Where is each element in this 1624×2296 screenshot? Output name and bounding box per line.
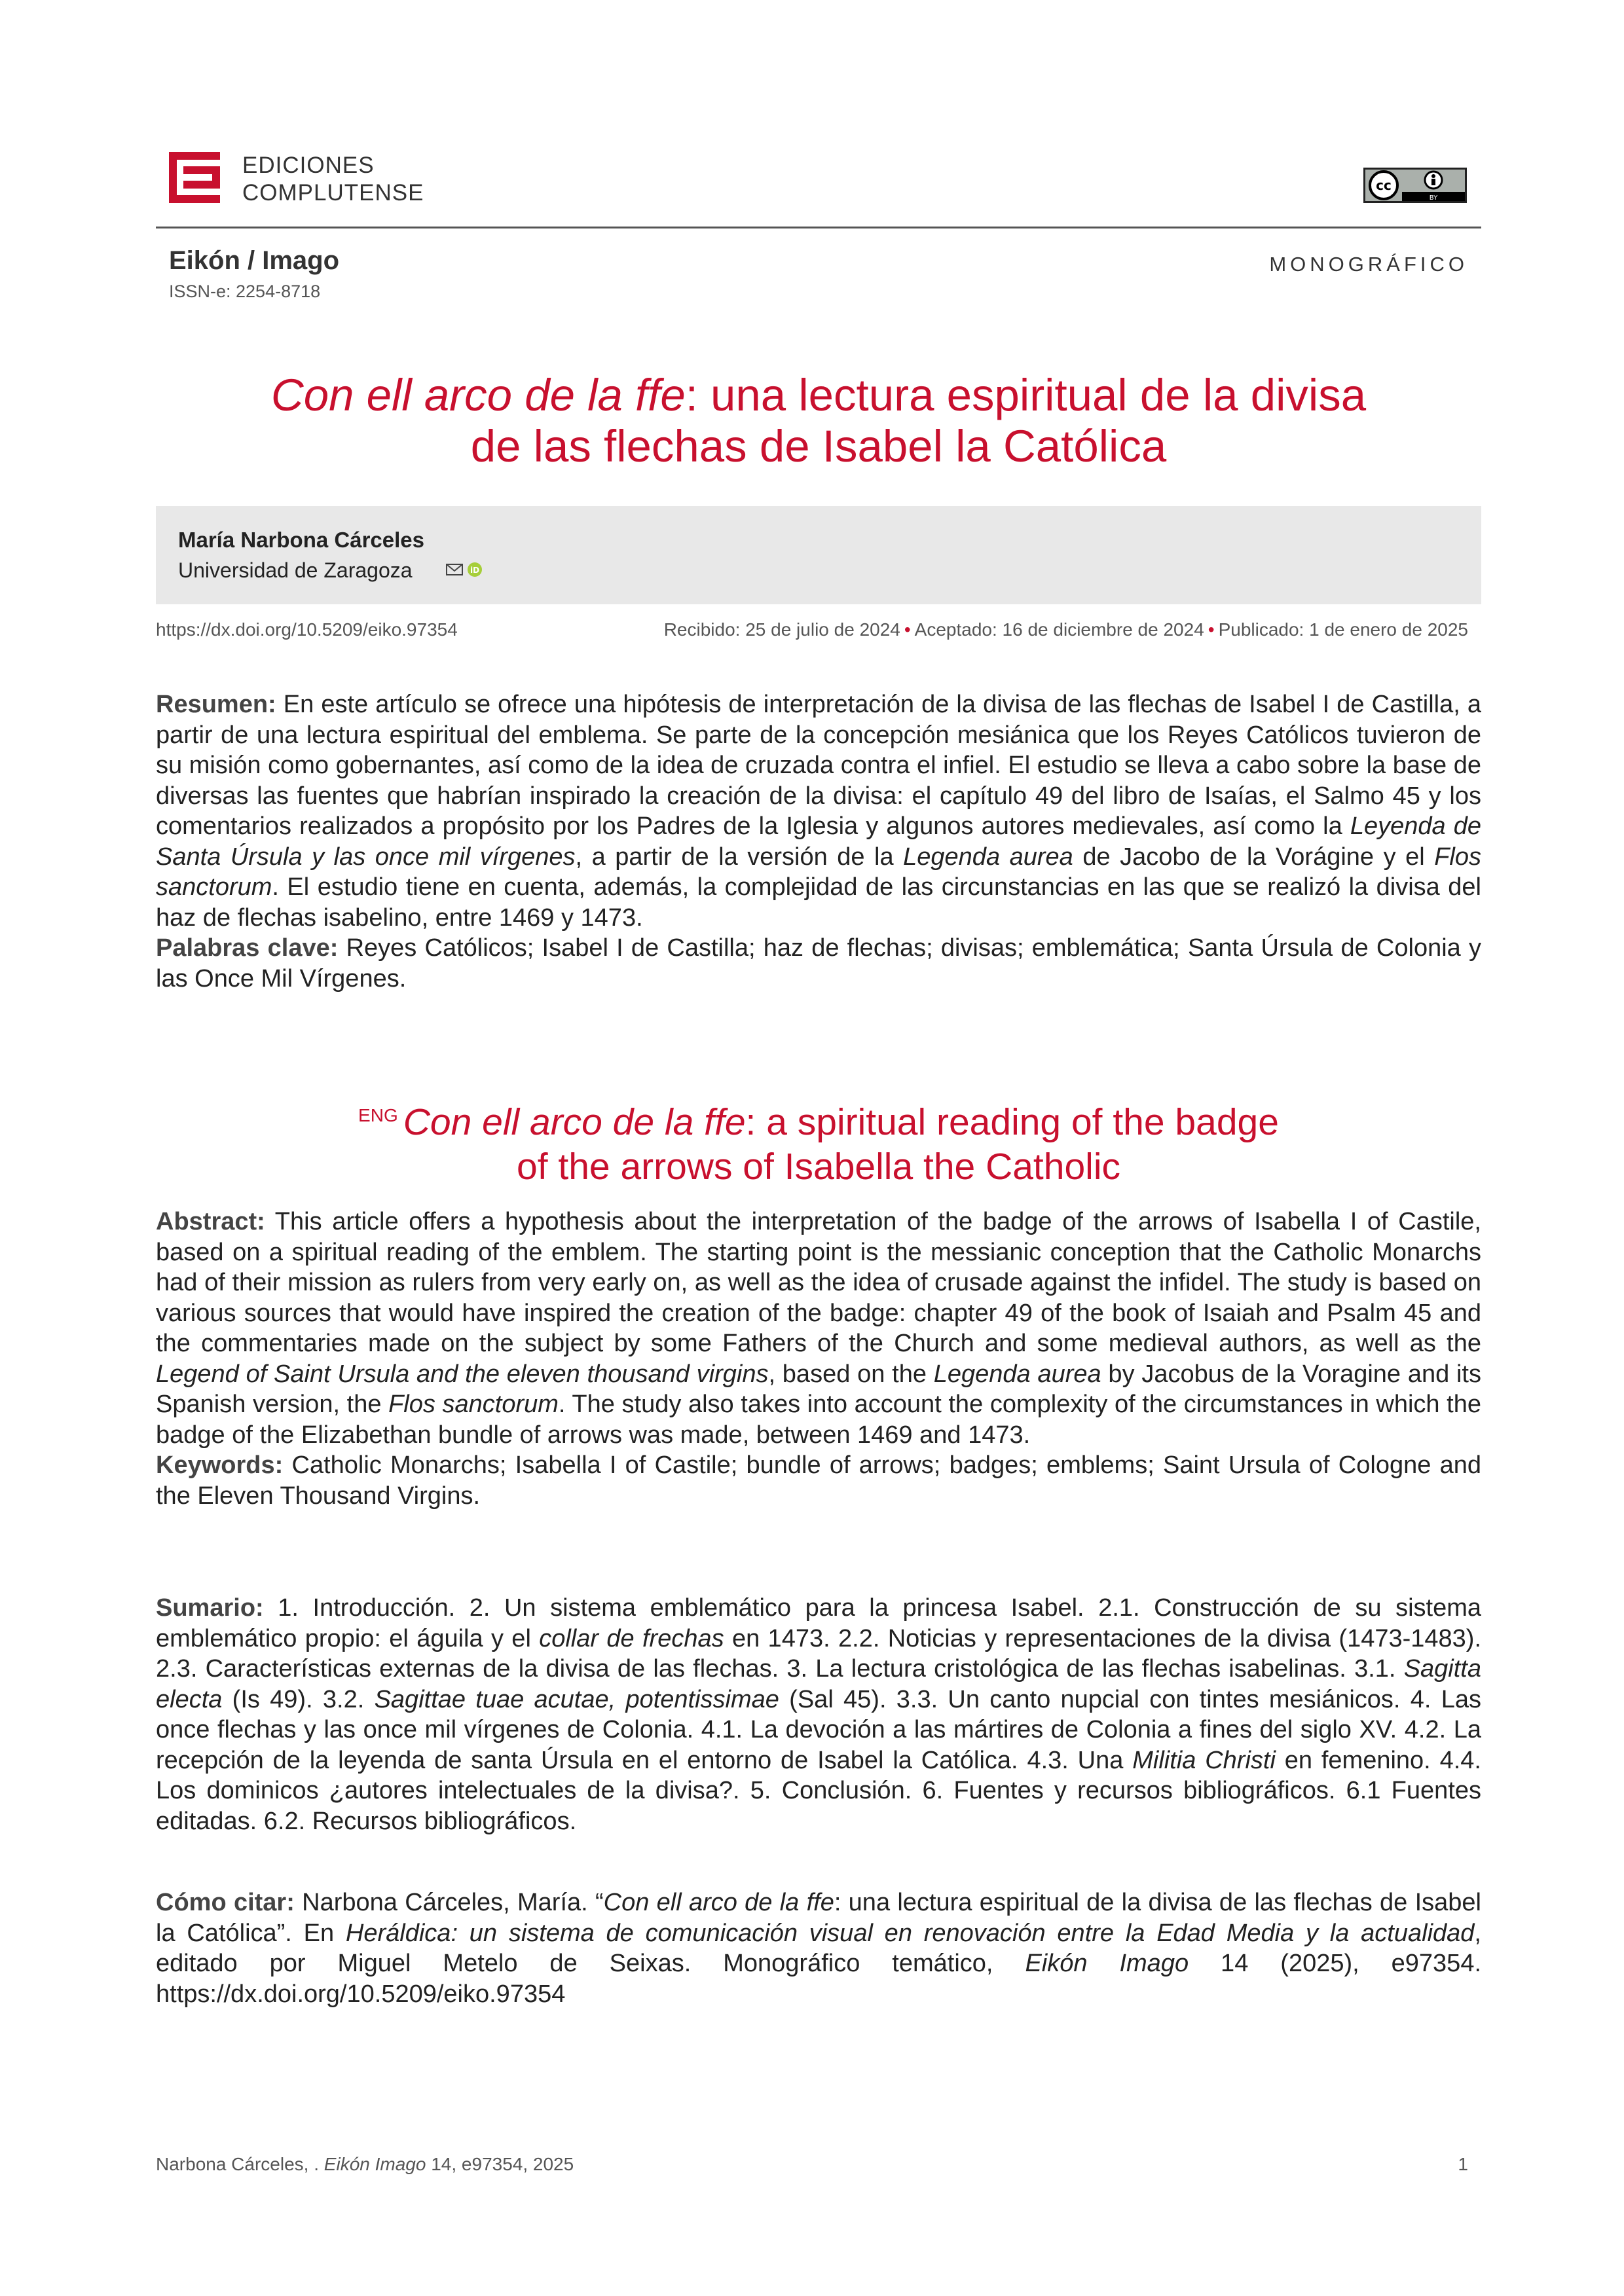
resumen-label: Resumen:: [156, 691, 276, 718]
keywords: Keywords: Catholic Monarchs; Isabella I of Castile; bundle of arrows; badges; emblems; Saint Ursula of Cologne and the Eleven Thousand Virgins.: [156, 1451, 1481, 1510]
publisher-logo-icon: [169, 152, 220, 203]
header-divider: [156, 227, 1481, 228]
journal-name: Eikón / Imago: [169, 246, 340, 275]
resumen-paragraph: Resumen: En este artículo se ofrece una hipótesis de interpretación de la divisa de las flechas de Isabel I de Castilla, a partir de una lectura espiritual del emblema. Se parte de la concepción mesiánica que los Reyes Católicos tuvieron de su misión como gobernantes, así como de la idea de cruzada contra el infiel. El estudio se lleva a cabo sobre la base de diversas las fuentes que habrían inspirado la creación de la divisa: el capítulo 49 del libro de Isaías, el Salmo 45 y los comentarios realizados a propósito por los Padres de la Iglesia y algunos autores medievales, así como la Leyenda de Santa Úrsula y las once mil vírgenes, a partir de la versión de la Legenda aurea de Jacobo de la Vorágine y el Flos sanctorum. El estudio tiene en cuenta, además, la complejidad de las circunstancias en las que se realizó la divisa del haz de flechas isabelino, entre 1469 y 1473. Palabras clave: Reyes Católicos; Isabel I de Castilla; haz de flechas; divisas; emblemática; Santa Úrsula de Colonia y las Once Mil Vírgenes.: [156, 689, 1481, 994]
author-name: María Narbona Cárceles: [178, 528, 425, 552]
bullet-icon: •: [904, 619, 911, 640]
page-number: 1: [1458, 2154, 1468, 2174]
doi-link[interactable]: https://dx.doi.org/10.5209/eiko.97354: [156, 619, 458, 640]
how-to-cite-label: Cómo citar:: [156, 1889, 295, 1916]
palabras-clave: Palabras clave: Reyes Católicos; Isabel I de Castilla; haz de flechas; divisas; emblemática; Santa Úrsula de Colonia y las Once Mil Vírgenes.: [156, 934, 1481, 993]
article-dates: [664, 619, 1468, 640]
section-label: MONOGRÁFICO: [1269, 253, 1468, 276]
title-es-italic: Con ell arco de la ffe: [270, 370, 686, 420]
how-to-cite-paragraph: Cómo citar: Narbona Cárceles, María. “Con ell arco de la ffe: una lectura espiritual de la divisa de las flechas de Isabel la Católica”. En Heráldica: un sistema de comunicación visual en renovación entre la Edad Media y la actualidad, editado por Miguel Metelo de Seixas. Monográfico temático, Eikón Imago 14 (2025), e97354. https://dx.doi.org/10.5209/eiko.97354: [156, 1889, 1482, 2008]
palabras-clave-label: Palabras clave:: [156, 934, 339, 962]
title-en-line2: of the arrows of Isabella the Catholic: [517, 1146, 1120, 1188]
bullet-icon: •: [1208, 619, 1215, 640]
footer-citation: Narbona Cárceles, . Eikón Imago 14, e97354, 2025: [156, 2154, 574, 2174]
title-es-line2: de las flechas de Isabel la Católica: [470, 421, 1167, 471]
abstract-label: Abstract:: [156, 1208, 265, 1235]
sumario-label: Sumario:: [156, 1594, 264, 1622]
keywords-label: Keywords:: [156, 1451, 284, 1479]
abstract-paragraph: Abstract: This article offers a hypothesis about the interpretation of the badge of the arrows of Isabella I of Castile, based on a spiritual reading of the emblem. The starting point is the messianic conception that the Catholic Monarchs had of their mission as rulers from very early on, as well as the idea of crusade against the infidel. The study is based on various sources that would have inspired the creation of the badge: chapter 49 of the book of Isaiah and Psalm 45 and the commentaries made on the subject by some Fathers of the Church and some medieval authors, as well as the Legend of Saint Ursula and the eleven thousand virgins, based on the Legenda aurea by Jacobus de la Voragine and its Spanish version, the Flos sanctorum. The study also takes into account the complexity of the circumstances in which the badge of the Elizabethan bundle of arrows was made, between 1469 and 1473. Keywords: Catholic Monarchs; Isabella I of Castile; bundle of arrows; badges; emblems; Saint Ursula of Cologne and the Eleven Thousand Virgins.: [156, 1207, 1481, 1511]
title-en-italic: Con ell arco de la ffe: [403, 1101, 746, 1143]
publisher-name: [242, 152, 424, 207]
cc-by-license-badge[interactable]: [1363, 168, 1467, 203]
author-contact-icons: [445, 561, 485, 581]
cc-license-icon: [1365, 170, 1465, 201]
publisher-line-1: EDICIONES: [242, 153, 375, 178]
published-date: Publicado: 1 de enero de 2025: [1218, 619, 1468, 640]
article-title-en: [156, 1093, 1481, 1189]
sumario-paragraph: Sumario: 1. Introducción. 2. Un sistema emblemático para la princesa Isabel. 2.1. Construcción de su sistema emblemático propio: el águila y el collar de frechas en 1473. 2.2. Noticias y representaciones de la divisa (1473-1483). 2.3. Características externas de la divisa de las flechas. 3. La lectura cristológica de las flechas isabelinas. 3.1. Sagitta electa (Is 49). 3.2. Sagittae tuae acutae, potentissimae (Sal 45). 3.3. Un canto nupcial con tintes mesiánicos. 4. Las once flechas y las once mil vírgenes de Colonia. 4.1. La devoción a las mártires de Colonia a fines del siglo XV. 4.2. La recepción de la leyenda de santa Úrsula en el entorno de Isabel la Católica. 4.3. Una Militia Christi en femenino. 4.4. Los dominicos ¿autores intelectuales de la divisa?. 5. Conclusión. 6. Fuentes y recursos bibliográficos. 6.1 Fuentes editadas. 6.2. Recursos bibliográficos.: [156, 1594, 1482, 1835]
svg-text:BY: BY: [1429, 194, 1438, 201]
svg-text:cc: cc: [1376, 177, 1392, 193]
accepted-date: Aceptado: 16 de diciembre de 2024: [914, 619, 1204, 640]
article-title-es: [156, 370, 1481, 472]
author-affiliation: Universidad de Zaragoza: [178, 558, 413, 582]
issn: ISSN-e: 2254-8718: [169, 282, 321, 301]
orcid-icon[interactable]: [468, 562, 482, 577]
title-es-line1: : una lectura espiritual de la divisa: [685, 370, 1367, 420]
author-box: [156, 506, 1481, 604]
title-en-line1: : a spiritual reading of the badge: [745, 1101, 1279, 1143]
received-date: Recibido: 25 de julio de 2024: [663, 619, 900, 640]
language-tag: ENG: [358, 1105, 398, 1125]
svg-text:iD: iD: [470, 566, 480, 575]
email-icon[interactable]: [447, 564, 462, 575]
publisher-line-2: COMPLUTENSE: [242, 180, 424, 206]
